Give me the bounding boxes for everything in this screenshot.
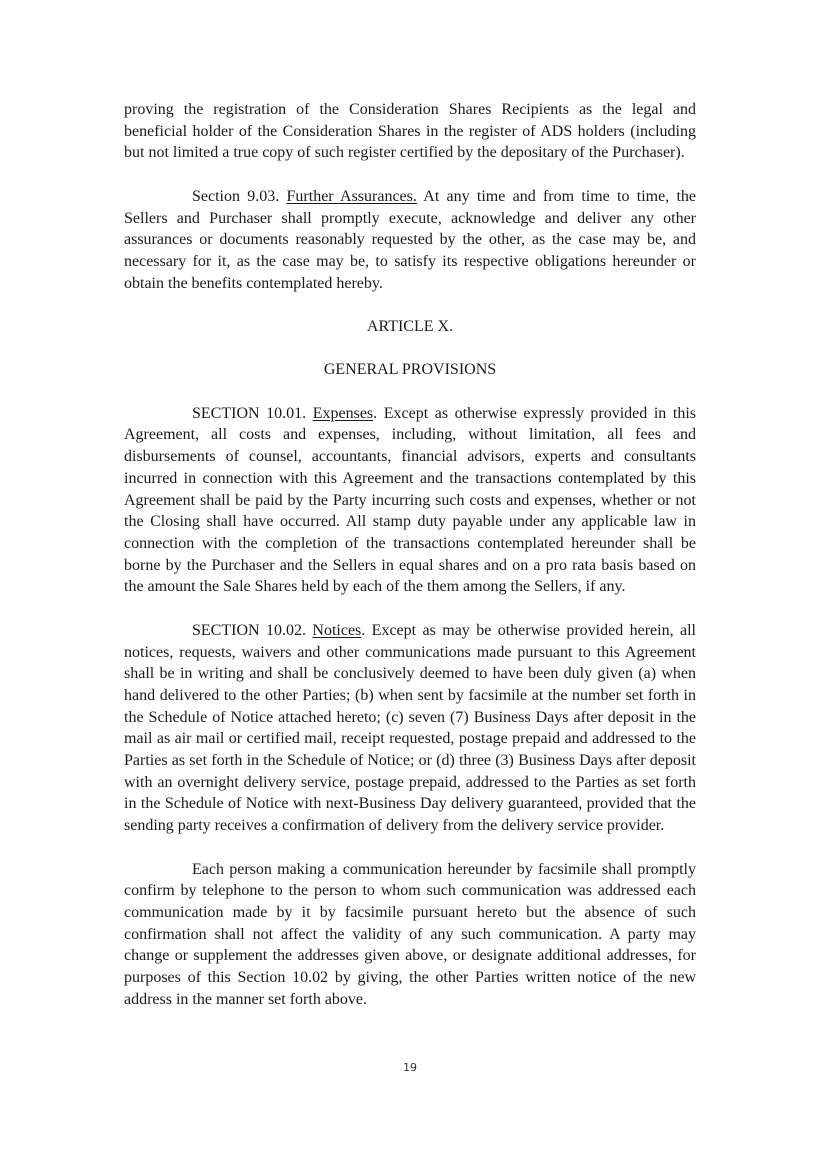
section-9-03 <box>124 186 696 295</box>
section-number: SECTION 10.02. <box>192 621 306 639</box>
paragraph-facsimile-confirmation <box>124 859 696 1011</box>
paragraph-continuation <box>124 99 696 164</box>
article-number: ARTICLE X. <box>366 318 454 335</box>
section-title: Further Assurances. <box>286 187 417 205</box>
paragraph-text: Each person making a communication hereunder by facsimile shall promptly confirm by telephone to the person to whom such communication was addressed each communication made by it by facsimile pursuant hereto but the absence of such confirmation shall not affect the validity of any such communication. A party may change or supplement the addresses given above, or designate additional addresses, for purposes of this Section 10.02 by giving, the other Parties written notice of the new address in the manner set forth above. <box>124 860 696 1008</box>
page-number: 19 <box>403 1061 417 1074</box>
section-10-01 <box>124 403 696 598</box>
section-title: Expenses <box>312 404 374 422</box>
paragraph-text: proving the registration of the Consideration Shares Recipients as the legal and beneficial holder of the Consideration Shares in the register of ADS holders (including but not limited a true copy of such register certified by the depositary of the Purchaser). <box>124 101 696 162</box>
section-number: SECTION 10.01. <box>192 404 307 422</box>
section-title: Notices <box>312 621 362 639</box>
section-number: Section 9.03. <box>192 187 280 205</box>
document-body <box>124 99 696 1032</box>
article-title: GENERAL PROVISIONS <box>323 361 497 379</box>
section-text: . Except as may be otherwise provided herein, all notices, requests, waivers and other communications made pursuant to this Agreement shall be in writing and shall be conclusively deemed to have been duly given (a) when hand delivered to the other Parties; (b) when sent by facsimile at the number set forth in the Schedule of Notice attached hereto; (c) seven (7) Business Days after deposit in the mail as air mail or certified mail, receipt requested, postage prepaid and addressed to the Parties as set forth in the Schedule of Notice; or (d) three (3) Business Days after deposit with an overnight delivery service, postage prepaid, addressed to the Parties as set forth in the Schedule of Notice with next-Business Day delivery guaranteed, provided that the sending party receives a confirmation of delivery from the delivery service provider. <box>124 621 696 835</box>
section-text: At any time and from time to time, the Sellers and Purchaser shall promptly execute, acknowledge and deliver any other assurances or documents reasonably requested by the other, as the case may be, and necessary for it, as the case may be, to satisfy its respective obligations hereunder or obtain the benefits contemplated hereby. <box>124 187 697 292</box>
section-text: . Except as otherwise expressly provided in this Agreement, all costs and expenses, including, without limitation, all fees and disbursements of counsel, accountants, financial advisors, experts and consultants incurred in connection with this Agreement and the transactions contemplated by this Agreement shall be paid by the Party incurring such costs and expenses, whether or not the Closing shall have occurred. All stamp duty payable under any applicable law in connection with the completion of the transactions contemplated hereunder shall be borne by the Purchaser and the Sellers in equal shares and on a pro rata basis based on the amount the Sale Shares held by each of the them among the Sellers, if any. <box>124 404 696 596</box>
section-10-02 <box>124 620 696 837</box>
